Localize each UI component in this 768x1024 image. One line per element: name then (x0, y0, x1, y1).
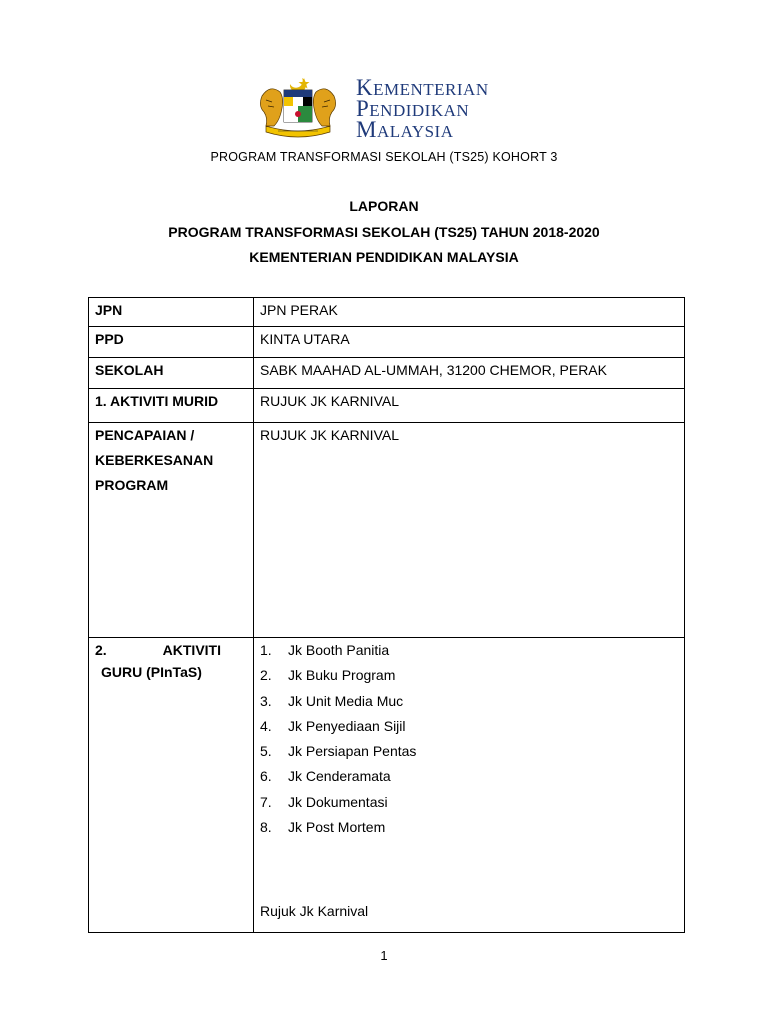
ministry-wordmark (356, 75, 489, 142)
table-row-sekolah (89, 358, 685, 389)
wordmark-line-1: KEMENTERIAN (356, 75, 489, 100)
list-item: 7. Jk Dokumentasi (260, 793, 388, 810)
pencapaian-label-line-3: PROGRAM (95, 477, 169, 493)
aktiviti-guru-number: 2. (95, 642, 107, 658)
pencapaian-label-line-2: KEBERKESANAN (95, 452, 214, 468)
table-row-aktiviti-guru (89, 638, 685, 933)
report-ministry-title: KEMENTERIAN PENDIDIKAN MALAYSIA (249, 249, 519, 265)
wordmark-line-3: MALAYSIA (356, 117, 454, 142)
aktiviti-guru-word: AKTIVITI (162, 642, 221, 658)
list-item: 3. Jk Unit Media Muc (260, 692, 404, 709)
wordmark-line-2: PENDIDIKAN (356, 96, 470, 121)
table-row-ppd (89, 327, 685, 358)
aktiviti-guru-label (89, 638, 254, 933)
aktiviti-guru-label-line-2: GURU (PInTaS) (101, 664, 202, 680)
report-table (88, 297, 685, 933)
pencapaian-value: RUJUK JK KARNIVAL (254, 423, 685, 638)
report-program-title: PROGRAM TRANSFORMASI SEKOLAH (TS25) TAHUN 2018-2020 (168, 224, 600, 240)
jata-negara-crest-icon (252, 74, 344, 140)
pencapaian-label (89, 423, 254, 638)
table-row-pencapaian (89, 423, 685, 638)
aktiviti-guru-footer: Rujuk Jk Karnival (260, 903, 369, 920)
aktiviti-murid-label: 1. AKTIVITI MURID (89, 389, 254, 423)
jpn-value: JPN PERAK (254, 298, 685, 327)
list-item: 4. Jk Penyediaan Sijil (260, 717, 406, 734)
table-row-aktiviti-murid (89, 389, 685, 423)
page-number: 1 (380, 948, 388, 963)
sekolah-value: SABK MAAHAD AL-UMMAH, 31200 CHEMOR, PERAK (254, 358, 685, 389)
list-item: 2. Jk Buku Program (260, 667, 396, 684)
list-item: 6. Jk Cenderamata (260, 768, 391, 785)
table-row-jpn (89, 298, 685, 327)
jpn-label: JPN (89, 298, 254, 327)
sekolah-label: SEKOLAH (89, 358, 254, 389)
ppd-value: KINTA UTARA (254, 327, 685, 358)
list-item: 8. Jk Post Mortem (260, 819, 386, 836)
report-title: LAPORAN (349, 198, 419, 214)
teacher-committee-list (260, 641, 678, 843)
program-subtitle: PROGRAM TRANSFORMASI SEKOLAH (TS25) KOHORT 3 (210, 150, 558, 164)
list-item: 5. Jk Persiapan Pentas (260, 743, 417, 760)
aktiviti-guru-value (254, 638, 685, 933)
ministry-logo (252, 72, 542, 142)
aktiviti-guru-label-line-1 (95, 641, 247, 659)
ppd-label: PPD (89, 327, 254, 358)
list-item: 1. Jk Booth Panitia (260, 642, 390, 658)
aktiviti-murid-value: RUJUK JK KARNIVAL (254, 389, 685, 423)
pencapaian-label-line-1: PENCAPAIAN / (95, 427, 195, 443)
